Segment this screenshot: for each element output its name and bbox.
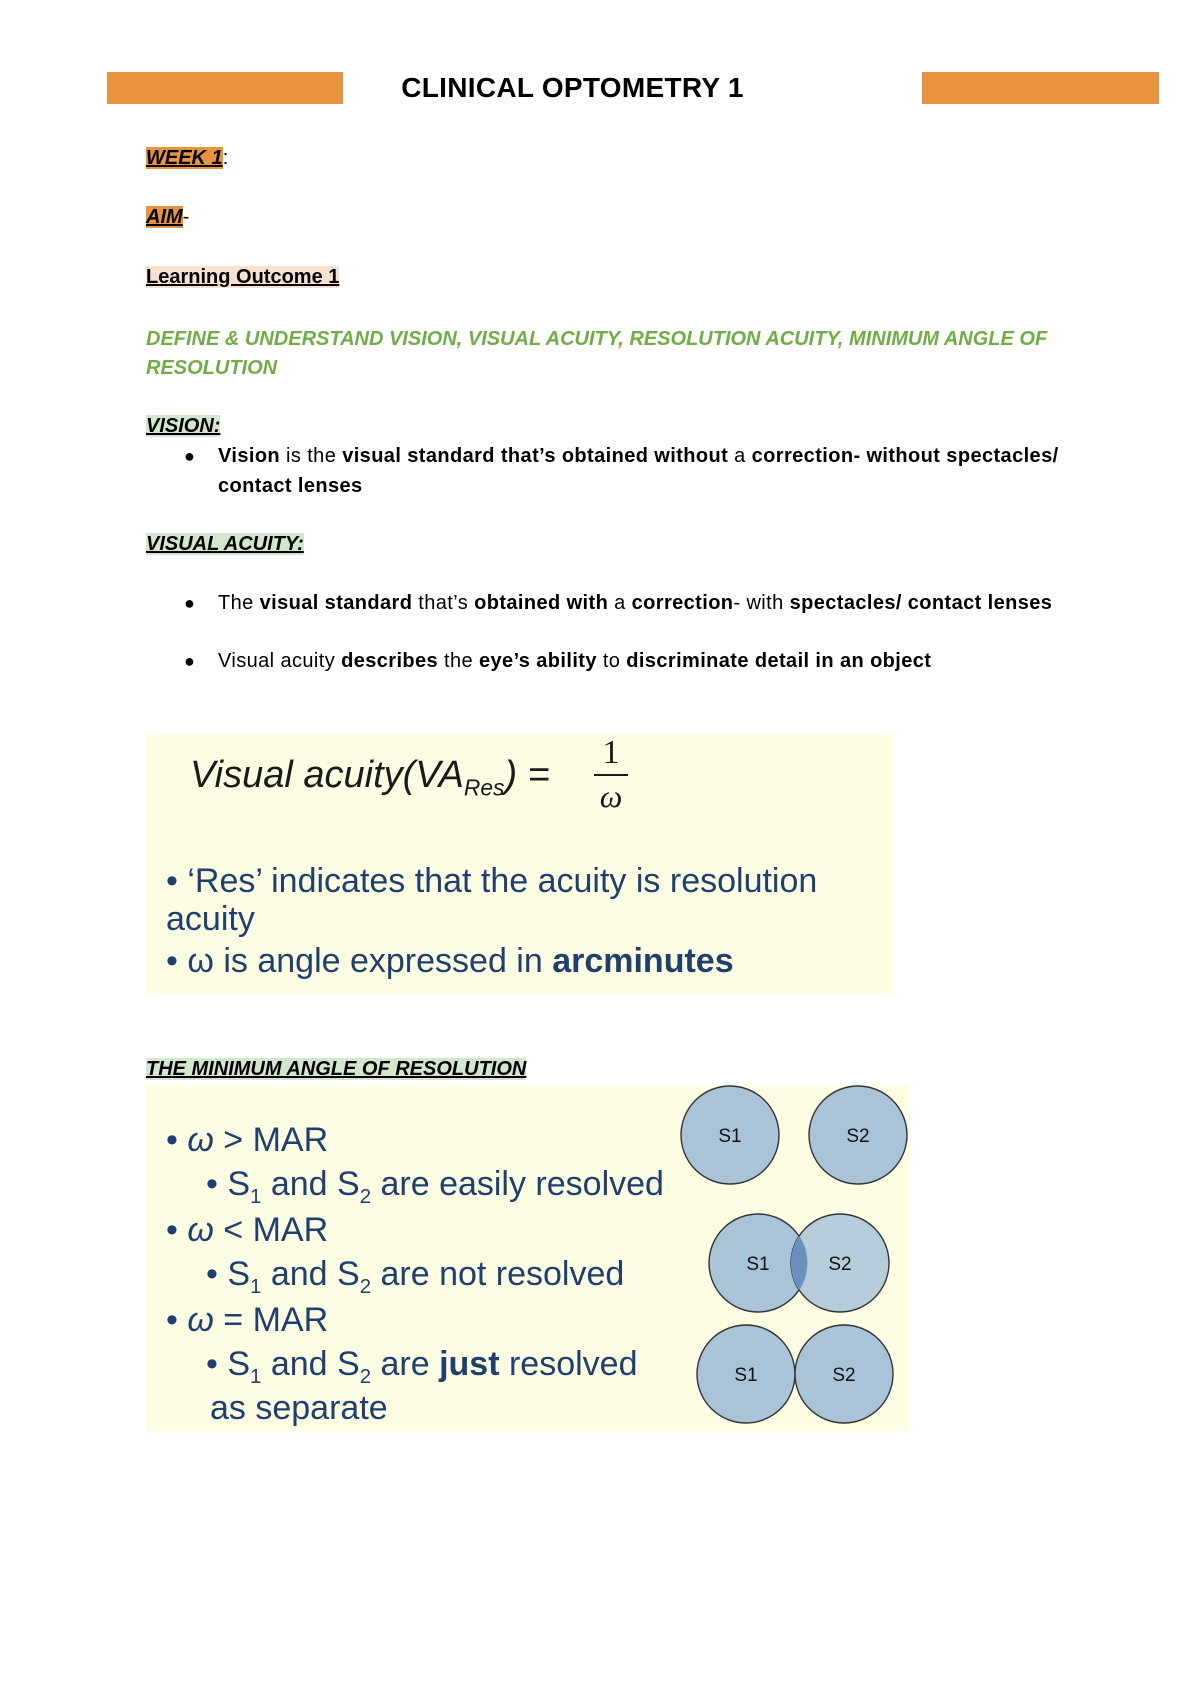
text-run: are easily resolved [371,1165,664,1203]
text-run: to [596,650,627,672]
text-run: and S [261,1345,360,1383]
bullet-icon: ● [184,446,196,466]
circles-not-resolved [709,1214,889,1312]
fraction-bar [594,774,628,776]
text-run: • S [206,1165,251,1203]
formula-numerator: 1 [602,734,620,771]
mar-slide [146,1085,909,1431]
resolution-circles-diagram [146,1085,909,1431]
omega-symbol: ω [187,1121,214,1159]
formula-fraction [594,734,628,815]
list-item [146,441,1066,501]
aim-label-text: AIM [146,206,183,228]
learning-outcome-heading [146,266,339,289]
aim-suffix: - [182,206,190,228]
subscript: 2 [359,1185,372,1208]
subscript: 2 [359,1275,372,1298]
text-run: • S [206,1255,251,1293]
week-suffix: : [222,147,229,169]
text-run: are not resolved [371,1255,625,1293]
text-run: a [728,445,752,467]
circle-s1-label: S1 [718,1126,742,1147]
subscript: 1 [250,1275,262,1298]
vision-heading-text: VISION: [146,415,221,437]
text-run: The [218,592,260,614]
visual-acuity-heading [146,533,304,556]
learning-outcome-text: Learning Outcome 1 [146,266,340,288]
text-run: visual standard that’s obtained without [342,445,729,467]
formula-bullet-omega [166,942,734,981]
text-run: spectacles/ contact lenses [789,592,1053,614]
text-run: • S [206,1345,251,1383]
text-run: Visual acuity [218,650,342,672]
subscript: 2 [359,1365,372,1388]
text-run: • [166,1301,188,1339]
visual-acuity-bullets [146,588,1066,676]
text-run: visual standard [259,592,413,614]
bullet-icon: ● [184,651,196,671]
circles-easily-resolved [681,1086,907,1184]
aim-label [146,206,189,229]
text-run: that’s [412,592,475,614]
omega-symbol: ω [187,1301,214,1339]
formula-subscript: Res [463,774,505,801]
text-run: Vision [218,445,281,467]
mar-heading-text: THE MINIMUM ANGLE OF RESOLUTION [146,1058,527,1080]
text-run: a [608,592,632,614]
page-title: CLINICAL OPTOMETRY 1 [401,72,744,103]
text-run: correction [631,592,734,614]
visual-acuity-heading-text: VISUAL ACUITY: [146,533,304,555]
circles-just-resolved [697,1325,893,1423]
learning-objective: DEFINE & UNDERSTAND VISION, VISUAL ACUITY, RESOLUTION ACUITY, MINIMUM ANGLE OF RESOLUTION [146,328,1048,379]
text-run: just [439,1345,500,1383]
text-run: • [166,1211,188,1249]
text-run: eye’s ability [479,650,597,672]
formula-bullet-res: • ‘Res’ indicates that the acuity is resolution acuity [166,862,818,938]
text-run: describes [341,650,439,672]
mar-heading [146,1058,526,1081]
visual-acuity-formula-slide [146,734,893,994]
text-run: arcminutes [552,942,734,980]
text-run: are [371,1345,440,1383]
text-run: > MAR [213,1121,329,1159]
formula-lhs [190,754,550,802]
list-item [146,646,1066,676]
circle-s2-label: S2 [832,1365,856,1386]
circle-s1-label: S1 [746,1254,770,1275]
vision-heading [146,415,220,438]
text-run: and S [261,1165,360,1203]
text-run: resolved [499,1345,638,1383]
text-run: is the [280,445,343,467]
subscript: 1 [250,1365,262,1388]
omega-symbol: ω [187,1211,214,1249]
circle-s2-label: S2 [846,1126,870,1147]
text-run: obtained with [474,592,609,614]
subscript: 1 [250,1185,262,1208]
formula-lhs-text: Visual acuity(VA [190,754,464,796]
text-run: discriminate detail in an object [626,650,932,672]
circle-s1-label: S1 [734,1365,758,1386]
week-label-text: WEEK 1 [146,147,223,169]
text-run: - with [733,592,790,614]
text-run: the [438,650,479,672]
text-run: and S [261,1255,360,1293]
circle-s2-label: S2 [828,1254,852,1275]
formula-rhs-text: ) = [504,754,550,796]
text-run: < MAR [213,1211,329,1249]
week-label [146,147,228,170]
text-run: = MAR [213,1301,329,1339]
list-item [146,588,1066,618]
bullet-icon: ● [184,593,196,613]
mar-result-as-separate: as separate [210,1389,388,1427]
vision-bullets [146,441,1066,501]
text-run: • ω is angle expressed in [166,942,553,980]
text-run: correction- without spectacles/ contact lenses [218,445,1059,497]
formula-denominator: ω [599,778,623,814]
text-run: • [166,1121,188,1159]
